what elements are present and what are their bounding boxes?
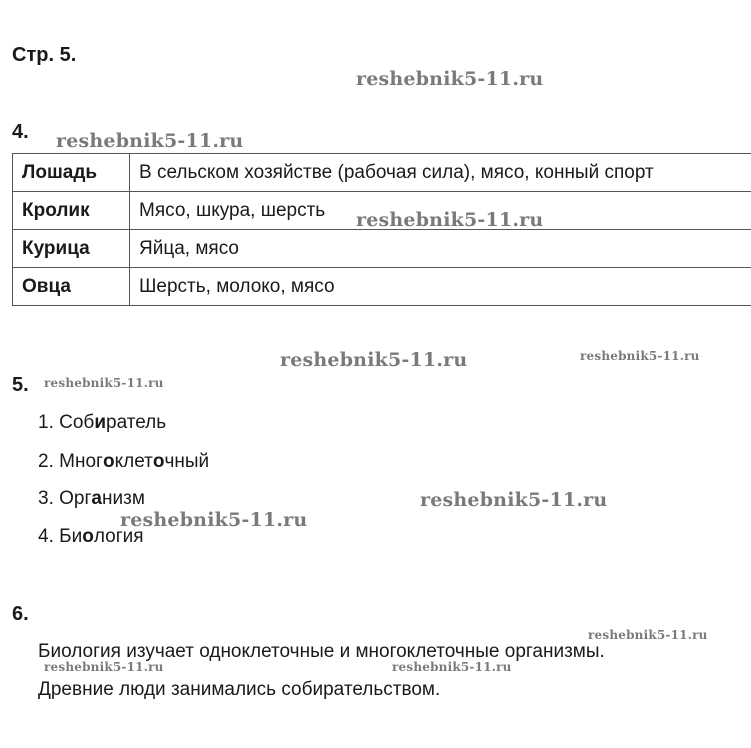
table-row bbox=[13, 268, 751, 306]
animal-use: Яйца, мясо bbox=[130, 230, 751, 268]
watermark: reshebnik5-11.ru bbox=[588, 628, 708, 642]
item-number: 1. bbox=[38, 412, 54, 433]
watermark: reshebnik5-11.ru bbox=[356, 68, 544, 90]
stressed-letter: о bbox=[152, 451, 165, 472]
word: Организм bbox=[59, 488, 145, 509]
stressed-letter: а bbox=[91, 488, 102, 509]
item-number: 2. bbox=[38, 451, 54, 472]
animal-name: Кролик bbox=[13, 192, 130, 230]
watermark: reshebnik5-11.ru bbox=[56, 130, 244, 152]
stressed-letter: и bbox=[94, 412, 106, 433]
list-item bbox=[38, 412, 166, 434]
watermark: reshebnik5-11.ru bbox=[44, 660, 164, 674]
animal-use: Шерсть, молоко, мясо bbox=[130, 268, 751, 306]
task-4-number: 4. bbox=[12, 121, 29, 143]
item-number: 3. bbox=[38, 488, 54, 509]
table-row bbox=[13, 154, 751, 192]
animal-name: Лошадь bbox=[13, 154, 130, 192]
animal-use: В сельском хозяйстве (рабочая сила), мясо, конный спорт bbox=[130, 154, 751, 192]
watermark: reshebnik5-11.ru bbox=[120, 509, 308, 531]
animal-use: Мясо, шкура, шерсть bbox=[130, 192, 751, 230]
watermark: reshebnik5-11.ru bbox=[580, 349, 700, 363]
watermark: reshebnik5-11.ru bbox=[280, 349, 468, 371]
animal-name: Овца bbox=[13, 268, 130, 306]
animal-name: Курица bbox=[13, 230, 130, 268]
list-item bbox=[38, 488, 145, 510]
stressed-letter: о bbox=[102, 451, 115, 472]
answer-line: Биология изучает одноклеточные и многоклеточные организмы. bbox=[38, 641, 605, 662]
answer-line: Древние люди занимались собирательством. bbox=[38, 679, 441, 700]
task-5-number: 5. bbox=[12, 374, 29, 396]
word: Собиратель bbox=[59, 412, 167, 433]
watermark: reshebnik5-11.ru bbox=[356, 209, 544, 231]
page-label: Стр. 5. bbox=[12, 44, 77, 66]
table-row bbox=[13, 230, 751, 268]
watermark: reshebnik5-11.ru bbox=[420, 489, 608, 511]
word: Биология bbox=[59, 526, 144, 547]
watermark: reshebnik5-11.ru bbox=[44, 376, 164, 390]
stressed-letter: о bbox=[82, 526, 94, 547]
item-number: 4. bbox=[38, 526, 54, 547]
word: Многоклеточный bbox=[59, 451, 210, 472]
list-item bbox=[38, 451, 209, 473]
watermark: reshebnik5-11.ru bbox=[392, 660, 512, 674]
task-6-number: 6. bbox=[12, 603, 29, 625]
